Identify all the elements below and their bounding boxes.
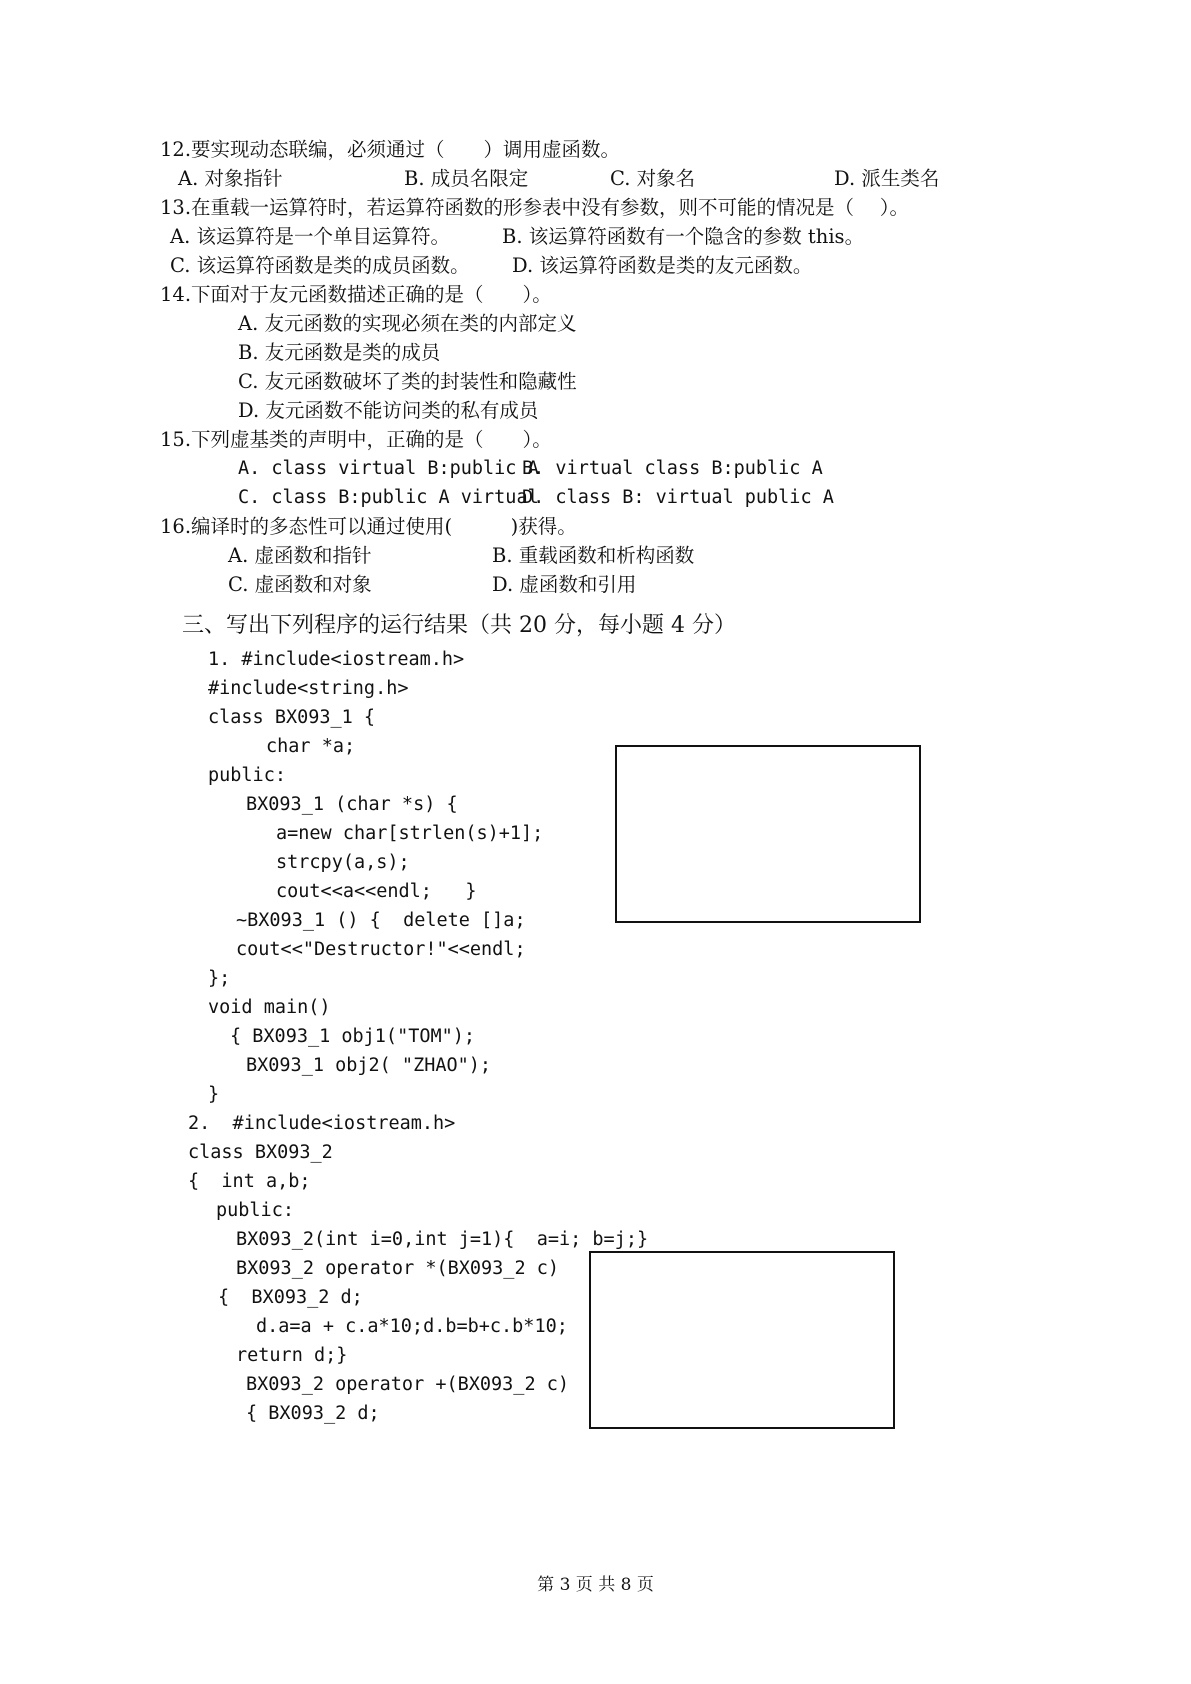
question-16-option-c: C. 虚函数和对象	[228, 573, 372, 596]
program-1-line: };	[208, 968, 231, 989]
question-14-option-b: B. 友元函数是类的成员	[238, 341, 441, 364]
program-1-line: public:	[208, 765, 286, 786]
program-1-line: BX093_1 obj2( "ZHAO");	[246, 1055, 492, 1076]
program-2-line: 2. #include<iostream.h>	[188, 1113, 456, 1134]
answer-box-1[interactable]	[615, 745, 921, 923]
question-13-option-b: B. 该运算符函数有一个隐含的参数 this。	[502, 225, 865, 248]
program-2-line: return d;}	[236, 1345, 348, 1366]
question-13-option-c: C. 该运算符函数是类的成员函数。	[170, 254, 470, 277]
program-1-line: void main()	[208, 997, 331, 1018]
program-2-line: { BX093_2 d;	[218, 1287, 363, 1308]
question-12-option-d: D. 派生类名	[834, 167, 940, 190]
program-1-line: ~BX093_1 () { delete []a;	[236, 910, 526, 931]
question-12-option-c: C. 对象名	[610, 167, 696, 190]
question-14-stem: 14.下面对于友元函数描述正确的是（ ）。	[160, 283, 552, 306]
program-1-line: char *a;	[266, 736, 356, 757]
program-1-line: { BX093_1 obj1("TOM");	[230, 1026, 476, 1047]
program-2-line: { BX093_2 d;	[246, 1403, 380, 1424]
program-2-line: BX093_2(int i=0,int j=1){ a=i; b=j;}	[236, 1229, 649, 1250]
question-14-option-a: A. 友元函数的实现必须在类的内部定义	[238, 312, 577, 335]
page-footer: 第 3 页 共 8 页	[537, 1575, 654, 1595]
question-15-option-d: D. class B: virtual public A	[522, 487, 834, 508]
program-2-line: public:	[216, 1200, 294, 1221]
question-12-option-a: A. 对象指针	[178, 167, 283, 190]
program-1-line: }	[208, 1084, 220, 1105]
question-15-option-b: B. virtual class B:public A	[522, 458, 823, 479]
section-3-title: 三、写出下列程序的运行结果（共 20 分，每小题 4 分）	[182, 613, 736, 638]
question-12-stem: 12.要实现动态联编，必须通过（ ）调用虚函数。	[160, 138, 621, 161]
program-2-line: d.a=a + c.a*10;d.b=b+c.b*10;	[256, 1316, 568, 1337]
program-2-line: BX093_2 operator *(BX093_2 c)	[236, 1258, 560, 1279]
program-1-line: strcpy(a,s);	[276, 852, 410, 873]
program-1-line: BX093_1 (char *s) {	[246, 794, 458, 815]
question-16-option-b: B. 重载函数和析构函数	[492, 544, 695, 567]
program-2-line: { int a,b;	[188, 1171, 311, 1192]
question-15-stem: 15.下列虚基类的声明中，正确的是（ ）。	[160, 428, 552, 451]
question-16-option-d: D. 虚函数和引用	[492, 573, 637, 596]
question-13-option-a: A. 该运算符是一个单目运算符。	[170, 225, 450, 248]
program-2-line: BX093_2 operator +(BX093_2 c)	[246, 1374, 570, 1395]
program-1-line: a=new char[strlen(s)+1];	[276, 823, 544, 844]
program-1-line: class BX093_1 {	[208, 707, 376, 728]
question-13-option-d: D. 该运算符函数是类的友元函数。	[512, 254, 813, 277]
program-1-line: cout<<a<<endl; }	[276, 881, 477, 902]
question-15-option-a: A. class virtual B:public A	[238, 458, 539, 479]
question-14-option-d: D. 友元函数不能访问类的私有成员	[238, 399, 539, 422]
question-16-option-a: A. 虚函数和指针	[228, 544, 372, 567]
program-1-line: cout<<"Destructor!"<<endl;	[236, 939, 526, 960]
program-2-line: class BX093_2	[188, 1142, 333, 1163]
question-15-option-c: C. class B:public A virtual	[238, 487, 539, 508]
program-1-line: 1. #include<iostream.h>	[208, 649, 465, 670]
question-14-option-c: C. 友元函数破坏了类的封装性和隐藏性	[238, 370, 577, 393]
answer-box-2[interactable]	[589, 1251, 895, 1429]
question-13-stem: 13.在重载一运算符时，若运算符函数的形参表中没有参数，则不可能的情况是（ ）。	[160, 196, 909, 219]
program-1-line: #include<string.h>	[208, 678, 409, 699]
question-16-stem: 16.编译时的多态性可以通过使用( )获得。	[160, 515, 577, 538]
question-12-option-b: B. 成员名限定	[404, 167, 529, 190]
